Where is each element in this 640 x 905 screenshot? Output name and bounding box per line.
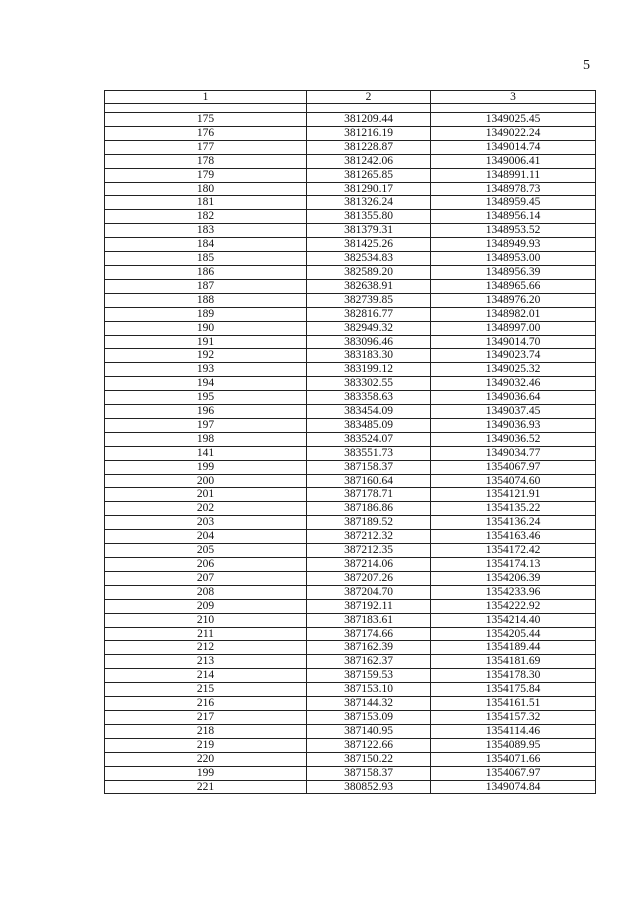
table-row [105,432,596,446]
y-coordinate-cell: 1354181.69 [431,655,596,669]
point-number-cell: 202 [105,502,307,516]
y-coordinate-cell: 1348956.14 [431,210,596,224]
table-row [105,655,596,669]
point-number-cell: 176 [105,126,307,140]
point-number-cell: 204 [105,530,307,544]
x-coordinate-cell: 383524.07 [307,432,431,446]
x-coordinate-cell: 381265.85 [307,168,431,182]
x-coordinate-cell: 387212.35 [307,544,431,558]
x-coordinate-cell: 381242.06 [307,154,431,168]
point-number-cell: 218 [105,724,307,738]
point-number-cell: 213 [105,655,307,669]
y-coordinate-cell: 1348976.20 [431,293,596,307]
x-coordinate-cell: 387207.26 [307,571,431,585]
x-coordinate-cell: 382949.32 [307,321,431,335]
point-number-cell: 203 [105,516,307,530]
point-number-cell: 210 [105,613,307,627]
y-coordinate-cell: 1354135.22 [431,502,596,516]
y-coordinate-cell: 1354189.44 [431,641,596,655]
point-number-cell: 211 [105,627,307,641]
table-row [105,558,596,572]
point-number-cell: 184 [105,238,307,252]
x-coordinate-cell: 381355.80 [307,210,431,224]
x-coordinate-cell: 383485.09 [307,418,431,432]
table-row [105,265,596,279]
y-coordinate-cell: 1349022.24 [431,126,596,140]
y-coordinate-cell: 1349014.74 [431,140,596,154]
page-number: 5 [583,58,590,73]
table-row [105,335,596,349]
table-row [105,140,596,154]
point-number-cell: 221 [105,780,307,794]
table-header-row [105,91,596,104]
point-number-cell: 185 [105,252,307,266]
y-coordinate-cell: 1354071.66 [431,752,596,766]
x-coordinate-cell: 387214.06 [307,558,431,572]
y-coordinate-cell: 1348956.39 [431,265,596,279]
y-coordinate-cell: 1354233.96 [431,585,596,599]
point-number-cell: 199 [105,460,307,474]
point-number-cell: 217 [105,710,307,724]
x-coordinate-cell: 381326.24 [307,196,431,210]
point-number-cell: 216 [105,697,307,711]
point-number-cell: 178 [105,154,307,168]
table-row [105,210,596,224]
x-coordinate-cell: 383183.30 [307,349,431,363]
point-number-cell: 180 [105,182,307,196]
x-coordinate-cell: 387178.71 [307,488,431,502]
y-coordinate-cell: 1348953.52 [431,224,596,238]
point-number-cell: 209 [105,599,307,613]
y-coordinate-cell: 1348978.73 [431,182,596,196]
x-coordinate-cell: 382816.77 [307,307,431,321]
table-row [105,599,596,613]
point-number-cell: 177 [105,140,307,154]
x-coordinate-cell: 387153.10 [307,683,431,697]
point-number-cell: 183 [105,224,307,238]
y-coordinate-cell: 1348953.00 [431,252,596,266]
point-number-cell: 191 [105,335,307,349]
x-coordinate-cell: 387189.52 [307,516,431,530]
y-coordinate-cell: 1354114.46 [431,724,596,738]
column-header-2: 2 [307,91,431,104]
y-coordinate-cell: 1354205.44 [431,627,596,641]
y-coordinate-cell: 1349036.64 [431,391,596,405]
y-coordinate-cell: 1349034.77 [431,446,596,460]
x-coordinate-cell: 381209.44 [307,113,431,127]
y-coordinate-cell: 1348997.00 [431,321,596,335]
y-coordinate-cell: 1354067.97 [431,460,596,474]
table-row [105,669,596,683]
y-coordinate-cell: 1354172.42 [431,544,596,558]
point-number-cell: 193 [105,363,307,377]
y-coordinate-cell: 1349036.93 [431,418,596,432]
table-row [105,474,596,488]
point-number-cell: 208 [105,585,307,599]
x-coordinate-cell: 383096.46 [307,335,431,349]
point-number-cell: 201 [105,488,307,502]
table-row [105,418,596,432]
table-row [105,683,596,697]
y-coordinate-cell: 1349032.46 [431,377,596,391]
table-row [105,502,596,516]
y-coordinate-cell: 1354206.39 [431,571,596,585]
x-coordinate-cell: 387153.09 [307,710,431,724]
point-number-cell: 219 [105,738,307,752]
y-coordinate-cell: 1354074.60 [431,474,596,488]
y-coordinate-cell: 1348991.11 [431,168,596,182]
table-row [105,405,596,419]
point-number-cell: 220 [105,752,307,766]
table-spacer-row [105,104,596,113]
point-number-cell: 179 [105,168,307,182]
x-coordinate-cell: 381216.19 [307,126,431,140]
y-coordinate-cell: 1349025.32 [431,363,596,377]
x-coordinate-cell: 383551.73 [307,446,431,460]
point-number-cell: 197 [105,418,307,432]
point-number-cell: 207 [105,571,307,585]
table-row [105,154,596,168]
table-row [105,738,596,752]
x-coordinate-cell: 381379.31 [307,224,431,238]
x-coordinate-cell: 381290.17 [307,182,431,196]
table-row [105,224,596,238]
point-number-cell: 188 [105,293,307,307]
x-coordinate-cell: 387212.32 [307,530,431,544]
y-coordinate-cell: 1348959.45 [431,196,596,210]
column-header-1: 1 [105,91,307,104]
x-coordinate-cell: 387186.86 [307,502,431,516]
y-coordinate-cell: 1354067.97 [431,766,596,780]
table-row [105,377,596,391]
x-coordinate-cell: 387162.37 [307,655,431,669]
table-row [105,321,596,335]
x-coordinate-cell: 387158.37 [307,460,431,474]
column-header-3: 3 [431,91,596,104]
y-coordinate-cell: 1354136.24 [431,516,596,530]
point-number-cell: 194 [105,377,307,391]
table-row [105,391,596,405]
table-row [105,238,596,252]
y-coordinate-cell: 1354178.30 [431,669,596,683]
x-coordinate-cell: 380852.93 [307,780,431,794]
y-coordinate-cell: 1349037.45 [431,405,596,419]
x-coordinate-cell: 382739.85 [307,293,431,307]
table-row [105,446,596,460]
table-row [105,752,596,766]
table-row [105,697,596,711]
point-number-cell: 200 [105,474,307,488]
y-coordinate-cell: 1349074.84 [431,780,596,794]
point-number-cell: 196 [105,405,307,419]
table-row [105,627,596,641]
y-coordinate-cell: 1349023.74 [431,349,596,363]
y-coordinate-cell: 1348949.93 [431,238,596,252]
table-row [105,710,596,724]
table-row [105,168,596,182]
table-row [105,363,596,377]
table-row [105,544,596,558]
y-coordinate-cell: 1354161.51 [431,697,596,711]
point-number-cell: 199 [105,766,307,780]
table-row [105,724,596,738]
table-row [105,571,596,585]
table-row [105,196,596,210]
point-number-cell: 205 [105,544,307,558]
x-coordinate-cell: 387140.95 [307,724,431,738]
point-number-cell: 198 [105,432,307,446]
table-row [105,641,596,655]
table-row [105,113,596,127]
x-coordinate-cell: 387174.66 [307,627,431,641]
table-row [105,516,596,530]
point-number-cell: 189 [105,307,307,321]
point-number-cell: 141 [105,446,307,460]
point-number-cell: 212 [105,641,307,655]
x-coordinate-cell: 382638.91 [307,279,431,293]
y-coordinate-cell: 1349014.70 [431,335,596,349]
x-coordinate-cell: 387160.64 [307,474,431,488]
point-number-cell: 175 [105,113,307,127]
y-coordinate-cell: 1354121.91 [431,488,596,502]
table-row [105,460,596,474]
x-coordinate-cell: 387204.70 [307,585,431,599]
y-coordinate-cell: 1354157.32 [431,710,596,724]
y-coordinate-cell: 1349006.41 [431,154,596,168]
table-row [105,182,596,196]
y-coordinate-cell: 1354175.84 [431,683,596,697]
table-row [105,307,596,321]
x-coordinate-cell: 387122.66 [307,738,431,752]
y-coordinate-cell: 1348965.66 [431,279,596,293]
y-coordinate-cell: 1354174.13 [431,558,596,572]
table-row [105,488,596,502]
x-coordinate-cell: 387150.22 [307,752,431,766]
x-coordinate-cell: 383454.09 [307,405,431,419]
point-number-cell: 181 [105,196,307,210]
table-row [105,279,596,293]
y-coordinate-cell: 1348982.01 [431,307,596,321]
x-coordinate-cell: 382534.83 [307,252,431,266]
y-coordinate-cell: 1354222.92 [431,599,596,613]
point-number-cell: 187 [105,279,307,293]
x-coordinate-cell: 387162.39 [307,641,431,655]
table-row [105,293,596,307]
x-coordinate-cell: 383199.12 [307,363,431,377]
x-coordinate-cell: 381425.26 [307,238,431,252]
table-row [105,766,596,780]
x-coordinate-cell: 387192.11 [307,599,431,613]
x-coordinate-cell: 382589.20 [307,265,431,279]
x-coordinate-cell: 383358.63 [307,391,431,405]
y-coordinate-cell: 1354163.46 [431,530,596,544]
point-number-cell: 206 [105,558,307,572]
point-number-cell: 186 [105,265,307,279]
point-number-cell: 195 [105,391,307,405]
table-row [105,780,596,794]
point-number-cell: 214 [105,669,307,683]
x-coordinate-cell: 383302.55 [307,377,431,391]
table-row [105,126,596,140]
point-number-cell: 192 [105,349,307,363]
point-number-cell: 215 [105,683,307,697]
x-coordinate-cell: 387158.37 [307,766,431,780]
x-coordinate-cell: 387159.53 [307,669,431,683]
x-coordinate-cell: 381228.87 [307,140,431,154]
table-row [105,585,596,599]
y-coordinate-cell: 1354214.40 [431,613,596,627]
table-row [105,613,596,627]
table-body [105,104,596,794]
x-coordinate-cell: 387144.32 [307,697,431,711]
table-row [105,252,596,266]
x-coordinate-cell: 387183.61 [307,613,431,627]
y-coordinate-cell: 1349036.52 [431,432,596,446]
point-number-cell: 190 [105,321,307,335]
table-row [105,349,596,363]
table-row [105,530,596,544]
y-coordinate-cell: 1349025.45 [431,113,596,127]
y-coordinate-cell: 1354089.95 [431,738,596,752]
point-number-cell: 182 [105,210,307,224]
coordinates-table [104,90,596,794]
